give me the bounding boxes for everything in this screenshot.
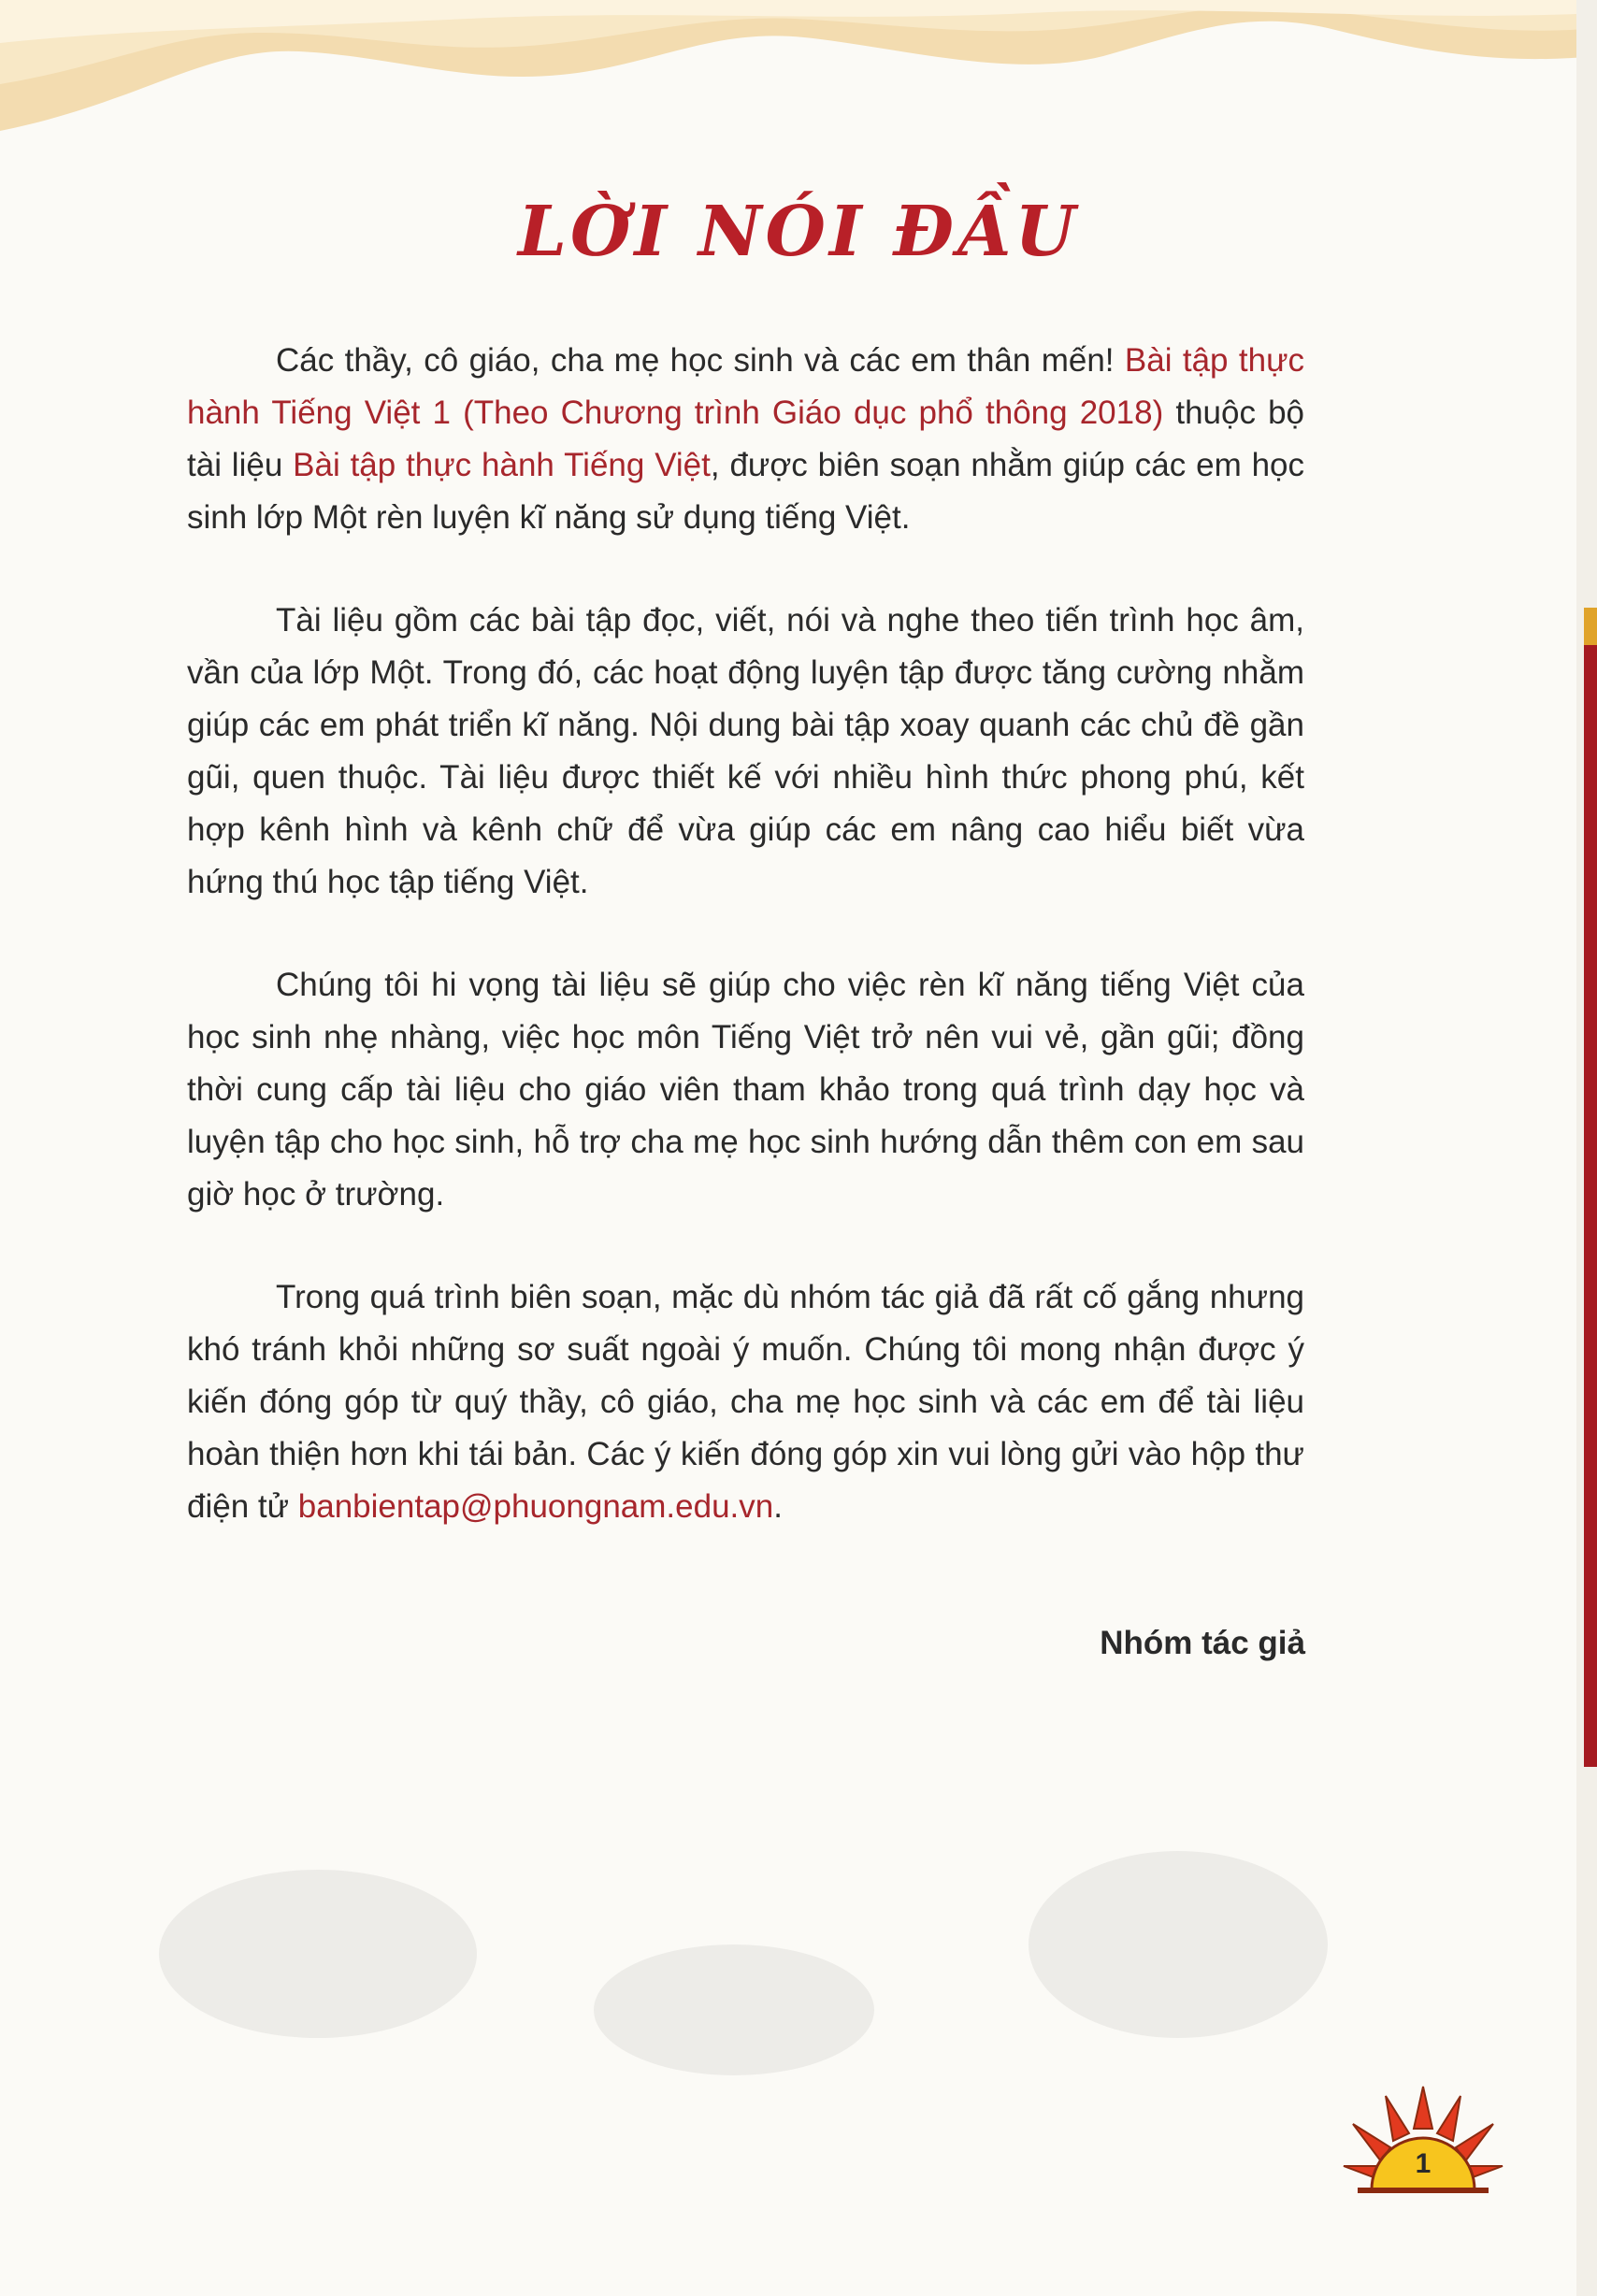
body-text-run: . <box>773 1488 783 1525</box>
paragraph <box>187 959 1304 1221</box>
page-number: 1 <box>1415 2148 1432 2179</box>
page-title: LỜI NÓI ĐẦU <box>518 192 1079 272</box>
body-text-run: Chúng tôi hi vọng tài liệu sẽ giúp cho việc rèn kĩ năng tiếng Việt của học sinh nhẹ nhàng, việc học môn Tiếng Việt trở nên vui vẻ, gần gũi; đồng thời cung cấp tài liệu cho giáo viên tham khảo trong quá trình dạy học và luyện tập cho học sinh, hỗ trợ cha mẹ học sinh hướng dẫn thêm con em sau giờ học ở trường. <box>187 967 1304 1213</box>
faint-background-illustration <box>1010 1823 1346 2066</box>
faint-background-illustration <box>131 1823 505 2066</box>
highlighted-text: Bài tập thực hành Tiếng Việt 1 (Theo Chương trình Giáo dục phổ thông 2018) <box>187 342 1304 431</box>
body-text-run: Các thầy, cô giáo, cha mẹ học sinh và các em thân mến! <box>276 342 1125 379</box>
faint-background-illustration <box>580 1916 888 2103</box>
paragraph <box>187 335 1304 544</box>
body-text-run: Tài liệu gồm các bài tập đọc, viết, nói và nghe theo tiến trình học âm, vần của lớp Một. Trong đó, các hoạt động luyện tập được tăng cường nhằm giúp các em phát triển kĩ năng. Nội dung bài tập xoay quanh các chủ đề gần gũi, quen thuộc. Tài liệu được thiết kế với nhiều hình thức phong phú, kết hợp kênh hình và kênh chữ để vừa giúp các em nâng cao hiểu biết vừa hứng thú học tập tiếng Việt. <box>187 602 1304 900</box>
paragraph <box>187 595 1304 909</box>
highlighted-text: banbientap@phuongnam.edu.vn <box>297 1488 774 1525</box>
highlighted-text: Bài tập thực hành Tiếng Việt <box>293 447 711 483</box>
page-edge-strip <box>1576 0 1597 2296</box>
header-wave-decoration <box>0 0 1597 178</box>
sun-icon <box>1339 2077 1507 2208</box>
body-text-run: thuộc bộ tài liệu <box>187 395 1305 483</box>
signature: Nhóm tác giả <box>1100 1625 1305 1661</box>
body-text-run: , được biên soạn nhằm giúp các em học sinh lớp Một rèn luyện kĩ năng sử dụng tiếng Việt. <box>187 447 1304 536</box>
paragraph <box>187 1271 1304 1533</box>
preface-body <box>187 335 1304 1584</box>
body-text-run: Trong quá trình biên soạn, mặc dù nhóm tác giả đã rất cố gắng nhưng khó tránh khỏi những sơ suất ngoài ý muốn. Chúng tôi mong nhận được ý kiến đóng góp từ quý thầy, cô giáo, cha mẹ học sinh và các em để tài liệu hoàn thiện hơn khi tái bản. Các ý kiến đóng góp xin vui lòng gửi vào hộp thư điện tử <box>187 1279 1304 1525</box>
